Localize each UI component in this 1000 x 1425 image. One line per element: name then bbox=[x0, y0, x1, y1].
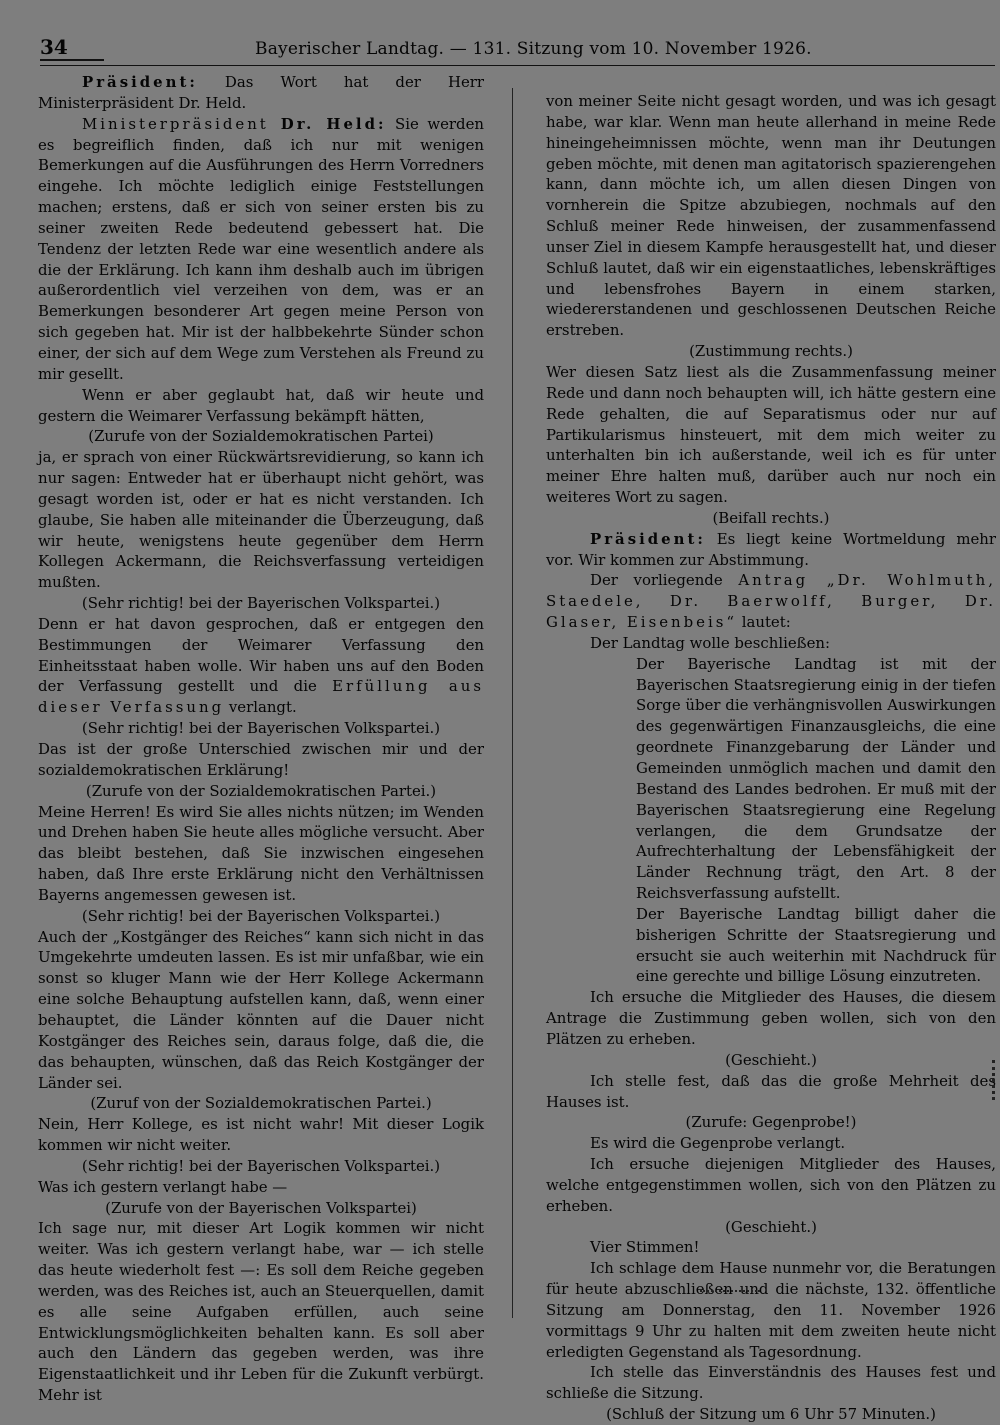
paragraph-text: Das ist der große Unterschied zwischen mir und der sozialdemokratischen Erklärung! bbox=[38, 740, 484, 779]
speaker-name: Präsident: bbox=[590, 529, 706, 548]
paragraph-text: (Zurufe: Gegenprobe!) bbox=[685, 1113, 857, 1132]
paragraph-text: Denn er hat davon gesprochen, daß er entgegen den Bestimmungen der Weimarer Verfassung den Einheitsstaat haben wolle. Wir haben uns auf den Boden der Verfassung gestellt und die bbox=[38, 614, 484, 696]
page-header bbox=[40, 33, 995, 66]
paragraph bbox=[546, 654, 996, 904]
paragraph bbox=[38, 739, 484, 781]
paragraph bbox=[546, 987, 996, 1050]
paragraph-text: (Zurufe von der Bayerischen Volkspartei) bbox=[105, 1198, 417, 1217]
paragraph bbox=[38, 614, 484, 718]
paragraph bbox=[546, 91, 996, 341]
paragraph-text: Es liegt keine Wortmeldung mehr vor. Wir kommen zur Abstimmung. bbox=[546, 529, 996, 569]
paragraph bbox=[38, 447, 484, 593]
paragraph-text: (Zurufe von der Sozialdemokratischen Partei) bbox=[88, 427, 434, 446]
right-column bbox=[546, 91, 996, 1425]
end-ornament bbox=[700, 1290, 760, 1294]
paragraph bbox=[546, 1237, 996, 1258]
interjection bbox=[546, 1050, 996, 1071]
column-divider bbox=[512, 88, 513, 1318]
paragraph-text: (Zustimmung rechts.) bbox=[689, 342, 853, 361]
paragraph bbox=[546, 1071, 996, 1113]
speaker-title: Ministerpräsident bbox=[82, 114, 269, 133]
interjection bbox=[38, 593, 484, 614]
paragraph bbox=[38, 1177, 484, 1198]
paragraph-text: Auch der „Kostgänger des Reiches“ kann sich nicht in das Umgekehrte umdeuten lassen. Es ist mir unfaßbar, wie ein sonst so kluger Mann wie der Herr Kollege Ackermann eine solche Behauptung aufstellen kann, daß, wenn einer behauptet, die Länder könnten auf die Dauer nicht Kostgänger des Reiches sein, daraus folge, daß die, die das behaupten, wünschen, daß das Reich Kostgänger der Länder sei. bbox=[38, 927, 484, 1092]
paragraph-text: ja, er sprach von einer Rückwärtsrevidierung, so kann ich nur sagen: Entweder hat er überhaupt nicht gehört, was gesagt worden ist, oder er hat es nicht verstanden. Ich glaube, Sie haben alle miteinander die Überzeugung, daß wir heute, wenigstens heute gegenüber dem Herrn Kollegen Ackermann, die Reichsverfassung verteidigen mußten. bbox=[38, 448, 484, 592]
emphasized-text: Erfüllung aus dieser Verfassung bbox=[38, 677, 484, 717]
paragraph-text: Der Landtag wolle beschließen: bbox=[590, 633, 831, 652]
paragraph-text: Der Bayerische Landtag ist mit der Bayerischen Staatsregierung einig in der tiefen Sorge über die verhängnisvollen Auswirkungen des gegenwärtigen Finanzausgleichs, die eine geordnete Finanzgebarung der Länder und Gemeinden unmöglich machen und damit den Bestand des Landes bedrohen. Er muß mit der Bayerischen Staatsregierung eine Regelung verlangen, die dem Grundsatze der Aufrechterhaltung der Lebensfähigkeit der Länder Rechnung trägt, den Art. 8 der Reichsverfassung aufstellt. bbox=[636, 654, 996, 903]
paragraph-text: Ich sage nur, mit dieser Art Logik kommen wir nicht weiter. Was ich gestern verlangt habe, war — ich stelle das heute wiederholt fest —: Es soll dem Reiche gegeben werden, was des Reiches ist, auch an Steuerquellen, damit es alle seine Aufgaben erfüllen, auch seine Entwicklungsmöglichkeiten behalten kann. Es soll aber auch den Ländern das gegeben werden, was ihre Eigenstaatlichkeit und ihr Leben für die Zukunft verbürgt. Mehr ist bbox=[38, 1219, 485, 1405]
paragraph-text: Der Bayerische Landtag billigt daher die bisherigen Schritte der Staatsregierung und ersucht sie auch weiterhin mit Nachdruck für eine gerechte und billige Lösung einzutreten. bbox=[636, 904, 996, 986]
paragraph-text: Es wird die Gegenprobe verlangt. bbox=[590, 1134, 846, 1153]
paragraph-text: Nein, Herr Kollege, es ist nicht wahr! Mit dieser Logik kommen wir nicht weiter. bbox=[38, 1115, 484, 1155]
paragraph-text: (Schluß der Sitzung um 6 Uhr 57 Minuten.) bbox=[606, 1405, 936, 1424]
paragraph-text: Sie werden es begreiflich finden, daß ich nur mit wenigen Bemerkungen auf die Ausführungen des Herrn Vorredners eingehe. Ich möchte lediglich einige Feststellungen machen; erstens, daß er sich von seiner ersten bis zu seiner zweiten Rede bedeutend gebessert hat. Die Tendenz der letzten Rede war eine wesentlich andere als die der Erklärung. Ich kann ihm deshalb auch im übrigen außerordentlich viel verzeihen von dem, was er an Bemerkungen besonderer Art gegen meine Person von sich gegeben hat. Mir ist der halbbekehrte Sünder schon einer, der sich auf dem Wege zum Verstehen als Freund zu mir gesellt. bbox=[38, 114, 484, 383]
interjection bbox=[546, 1112, 996, 1133]
paragraph-text: (Sehr richtig! bei der Bayerischen Volkspartei.) bbox=[81, 594, 441, 613]
paragraph bbox=[546, 1154, 996, 1217]
paragraph bbox=[546, 1362, 996, 1404]
paragraph-text: Ich stelle das Einverständnis des Hauses fest und schließe die Sitzung. bbox=[546, 1363, 996, 1403]
paragraph-text: (Geschieht.) bbox=[725, 1050, 817, 1069]
paragraph-text: Vier Stimmen! bbox=[590, 1238, 700, 1257]
paragraph bbox=[38, 114, 484, 385]
interjection bbox=[38, 426, 484, 447]
interjection bbox=[546, 508, 996, 529]
paragraph bbox=[38, 802, 484, 906]
paragraph-text: Ich ersuche die Mitglieder des Hauses, die diesem Antrage die Zustimmung geben wollen, sich von den Plätzen zu erheben. bbox=[546, 988, 996, 1048]
page-number: 34 bbox=[40, 35, 104, 61]
interjection bbox=[38, 906, 484, 927]
left-column bbox=[38, 72, 484, 1406]
paragraph-text: (Zuruf von der Sozialdemokratischen Partei.) bbox=[90, 1094, 432, 1113]
paragraph bbox=[38, 1218, 484, 1406]
paragraph-text: (Beifall rechts.) bbox=[712, 508, 830, 527]
paragraph-text: (Sehr richtig! bei der Bayerischen Volkspartei.) bbox=[81, 1156, 441, 1175]
paragraph bbox=[38, 385, 484, 427]
interjection bbox=[38, 1156, 484, 1177]
paragraph-text: lautet: bbox=[736, 613, 791, 632]
paragraph-text: Meine Herren! Es wird Sie alles nichts nützen; im Wenden und Drehen haben Sie heute alles mögliche versucht. Aber das bleibt bestehen, daß Sie inzwischen eingesehen haben, daß Ihre erste Erklärung nicht den Verhältnissen Bayerns angemessen gewesen ist. bbox=[38, 802, 484, 904]
paragraph bbox=[546, 633, 996, 654]
paragraph bbox=[546, 1258, 996, 1362]
paragraph-text: (Sehr richtig! bei der Bayerischen Volkspartei.) bbox=[81, 906, 441, 925]
paragraph bbox=[546, 362, 996, 508]
scan-edge-mark bbox=[992, 1060, 999, 1100]
paragraph bbox=[38, 927, 484, 1094]
interjection bbox=[546, 341, 996, 362]
paragraph-text: Der vorliegende bbox=[590, 571, 739, 590]
paragraph-text: Wer diesen Satz liest als die Zusammenfassung meiner Rede und dann noch behaupten will, ich hätte gestern eine Rede gehalten, die auf Separatismus oder nur auf Partikularismus hinsteuert, mit dem mich weiter zu unterhalten bin ich außerstande, weil ich es für unter meiner Ehre halten muß, darüber auch nur noch ein weiteres Wort zu sagen. bbox=[546, 362, 996, 507]
interjection bbox=[38, 781, 484, 802]
paragraph-text: (Zurufe von der Sozialdemokratischen Partei.) bbox=[85, 781, 437, 800]
paragraph-text: (Sehr richtig! bei der Bayerischen Volkspartei.) bbox=[81, 719, 441, 738]
interjection bbox=[546, 1217, 996, 1238]
paragraph-text: von meiner Seite nicht gesagt worden, und was ich gesagt habe, war klar. Wenn man heute allerhand in meine Rede hineingeheimnissen möchte, wenn man ihr Deutungen geben möchte, mit denen man agitatorisch spazierengehen kann, dann möchte ich, um allen diesen Dingen von vornherein die Spitze abzubiegen, nochmals auf den Schluß meiner Rede hinweisen, der zusammenfassend unser Ziel in diesem Kampfe herausgestellt hat, und dieser Schluß lautet, daß wir ein eigenstaatliches, lebenskräftiges und lebensfrohes Bayern in einem starken, wiedererstandenen und geschlossenen Deutschen Reiche erstreben. bbox=[546, 92, 996, 340]
paragraph-text: Ich stelle fest, daß das die große Mehrheit des Hauses ist. bbox=[546, 1071, 996, 1111]
speaker-name: Präsident: bbox=[82, 73, 198, 91]
paragraph-text: Wenn er aber geglaubt hat, daß wir heute und gestern die Weimarer Verfassung bekämpft hätten, bbox=[38, 385, 484, 425]
interjection bbox=[546, 1404, 996, 1425]
paragraph bbox=[546, 904, 996, 987]
paragraph bbox=[546, 1133, 996, 1154]
paragraph bbox=[546, 529, 996, 571]
paragraph-text: (Geschieht.) bbox=[725, 1217, 817, 1236]
paragraph bbox=[546, 570, 996, 633]
paragraph-text: verlangt. bbox=[224, 698, 297, 717]
running-head: Bayerischer Landtag. — 131. Sitzung vom 10. November 1926. bbox=[255, 39, 812, 59]
speaker-name: Dr. Held: bbox=[268, 114, 387, 133]
paragraph-text: Das Wort hat der Herr Ministerpräsident Dr. Held. bbox=[38, 73, 484, 112]
paragraph-text: Was ich gestern verlangt habe — bbox=[38, 1177, 288, 1196]
paragraph bbox=[38, 72, 484, 114]
interjection bbox=[38, 1093, 484, 1114]
interjection bbox=[38, 1198, 484, 1219]
paragraph-text: Ich schlage dem Hause nunmehr vor, die Beratungen für heute abzuschließen und die nächste, 132. öffentliche Sitzung am Donnerstag, den 11. November 1926 vormittags 9 Uhr zu halten mit dem zweiten heute nicht erledigten Gegenstand als Tagesordnung. bbox=[546, 1259, 996, 1361]
emphasized-text: Antrag „Dr. Wohlmuth, Staedele, Dr. Baerwolff, Burger, Dr. Glaser, Eisenbeis“ bbox=[546, 571, 996, 632]
paragraph bbox=[38, 1114, 484, 1156]
paragraph-text: Ich ersuche diejenigen Mitglieder des Hauses, welche entgegenstimmen wollen, sich von den Plätzen zu erheben. bbox=[546, 1155, 996, 1215]
interjection bbox=[38, 718, 484, 739]
